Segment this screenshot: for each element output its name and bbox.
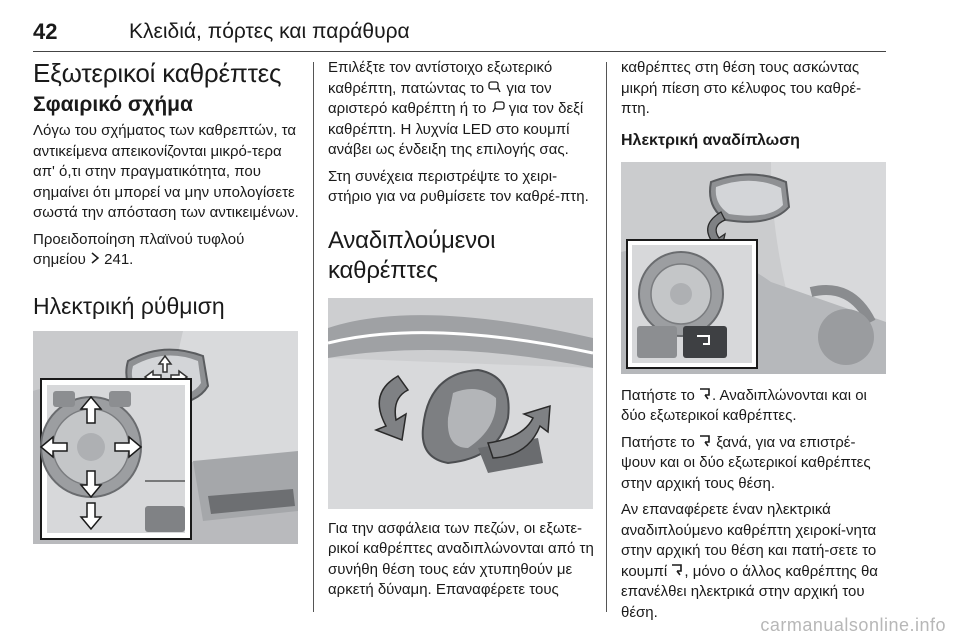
- right-mirror-select-icon: [491, 99, 505, 120]
- manual-return-text-a: Αν επαναφέρετε έναν ηλεκτρικά αναδιπλούμενο καθρέπτη χειροκί-νητα στην αρχική του θέση και πατή-σετε το κουμπί: [621, 501, 877, 580]
- paragraph-manual-return: [621, 500, 887, 623]
- manual-return-text-b: , μόνο ο άλλος καθρέπτης θα επανέλθει ηλεκτρικά στην αρχική του θέση.: [621, 562, 878, 621]
- paragraph-convex-shape: Λόγω του σχήματος των καθρεπτών, τα αντικείμενα απεικονίζονται μικρό-τερα απ' ό,τι στην πραγματικότητα, που σημαίνει ότι μπορεί να μην υπολογίσετε σωστά την απόσταση των αντικειμένων.: [33, 122, 299, 221]
- paragraph-blind-spot-ref: [33, 230, 299, 271]
- watermark: carmanualsonline.info: [760, 615, 946, 635]
- column-2: [328, 58, 594, 607]
- column-divider: [606, 62, 607, 612]
- fold-button-illustration: [621, 162, 886, 374]
- mirror-fold-icon: [699, 386, 712, 407]
- blind-spot-page-link[interactable]: 241.: [104, 251, 134, 268]
- page-header: [33, 17, 886, 52]
- select-mirror-text-a: Επιλέξτε τον αντίστοιχο εξωτερικό καθρέπτη, πατώντας το: [328, 59, 553, 97]
- select-mirror-text-c: για τον δεξί καθρέπτη. Η λυχνία LED στο κουμπί ανάβει ως ένδειξη της επιλογής σας.: [328, 100, 584, 158]
- paragraph-restore-mirror: καθρέπτες στη θέση τους ασκώντας μικρή πίεση στο κέλυφος του καθρέ-πτη.: [621, 59, 862, 117]
- heading-electric-folding: Ηλεκτρική αναδίπλωση: [621, 131, 800, 149]
- column-divider: [313, 62, 314, 612]
- heading-exterior-mirrors: Εξωτερικοί καθρέπτες: [33, 58, 282, 88]
- heading-folding-mirrors: Αναδιπλούμενοι καθρέπτες: [328, 226, 496, 284]
- section-title: Κλειδιά, πόρτες και παράθυρα: [129, 20, 410, 43]
- reference-arrow-icon[interactable]: [90, 250, 100, 271]
- column-1: [33, 58, 299, 544]
- press-fold-text-a: Πατήστε το: [621, 386, 695, 404]
- paragraph-press-again: [621, 433, 887, 495]
- heading-convex-shape: Σφαιρικό σχήμα: [33, 93, 193, 116]
- mirror-adjust-illustration: [33, 331, 298, 544]
- press-fold-text-b: . Αναδιπλώνονται και οι δύο εξωτερικοί καθρέπτες.: [621, 386, 867, 424]
- blind-spot-text: Προειδοποίηση πλαϊνού τυφλού σημείου: [33, 230, 245, 268]
- heading-electric-adjustment: Ηλεκτρική ρύθμιση: [33, 292, 225, 319]
- mirror-fold-illustration: [328, 298, 593, 509]
- paragraph-turn-control: Στη συνέχεια περιστρέψτε το χειρι-στήριο για να ρυθμίσετε τον καθρέ-πτη.: [328, 167, 589, 205]
- left-mirror-select-icon: [488, 79, 502, 100]
- mirror-fold-icon: [671, 562, 684, 583]
- press-again-text-a: Πατήστε το: [621, 433, 695, 451]
- page-number: 42: [33, 19, 58, 44]
- mirror-fold-icon: [699, 433, 712, 454]
- paragraph-pedestrian-safety: Για την ασφάλεια των πεζών, οι εξωτε-ρικοί καθρέπτες αναδιπλώνονται από τη συνήθη θέση τους εάν χτυπηθούν με αρκετή δύναμη. Επαναφέρετε τους: [328, 519, 594, 598]
- select-mirror-text-b: για τον αριστερό καθρέπτη ή το: [328, 79, 552, 117]
- paragraph-press-fold: [621, 386, 887, 427]
- column-3: [621, 58, 887, 629]
- paragraph-select-mirror: [328, 58, 594, 161]
- press-again-text-b: ξανά, για να επιστρέ-ψουν και οι δύο εξωτερικοί καθρέπτες στην αρχική τους θέση.: [621, 433, 871, 492]
